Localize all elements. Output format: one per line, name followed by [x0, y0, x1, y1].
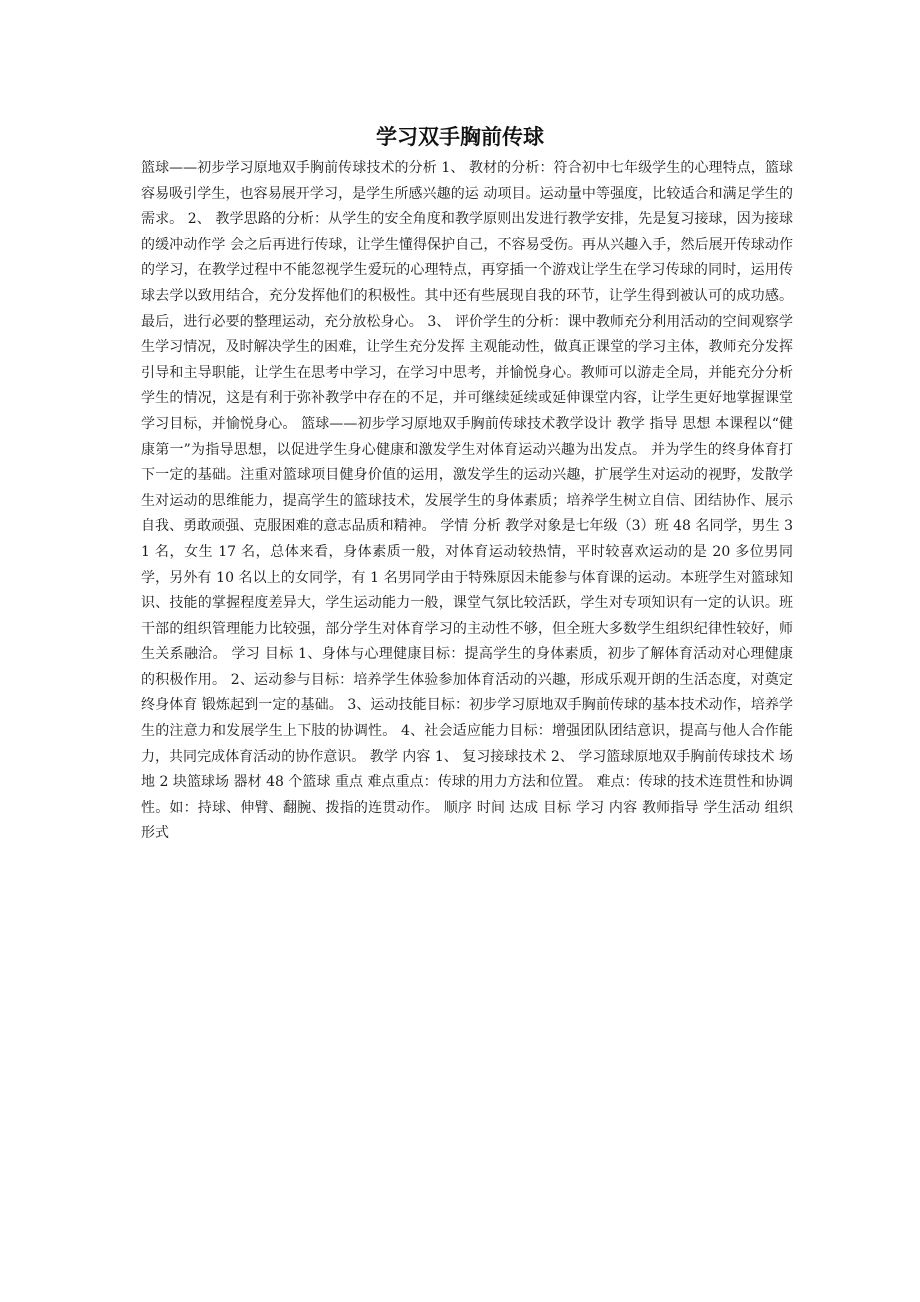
document-title: 学习双手胸前传球	[376, 125, 544, 149]
document-body: 篮球——初步学习原地双手胸前传球技术的分析 1、 教材的分析：符合初中七年级学生的心理特点，篮球容易吸引学生，也容易展开学习，是学生所感兴趣的运 动项目。运动量中等强度，比较适合和满足学生的需求。 2、 教学思路的分析：从学生的安全角度和教学原则出发进行教学安排，先是复习接球，因为接球的缓冲动作学 会之后再进行传球，让学生懂得保护自己，不容易受伤。再从兴趣入手，然后展开传球动作的学习，在教学过程中不能忽视学生爱玩的心理特点，再穿插一个游戏让学生在学习传球的同时，运用传球去学以致用结合，充分发挥他们的积极性。其中还有些展现自我的环节，让学生得到被认可的成功感。最后，进行必要的整理运动，充分放松身心。 3、 评价学生的分析：课中教师充分利用活动的空间观察学生学习情况，及时解决学生的困难，让学生充分发挥 主观能动性，做真正课堂的学习主体，教师充分发挥引导和主导职能，让学生在思考中学习，在学习中思考，并愉悦身心。教师可以游走全局，并能充分分析学生的情况，这是有利于弥补教学中存在的不足，并可继续延续或延伸课堂内容，让学生更好地掌握课堂学习目标，并愉悦身心。 篮球——初步学习原地双手胸前传球技术教学设计 教学 指导 思想 本课程以“健康第一”为指导思想，以促进学生身心健康和激发学生对体育运动兴趣为出发点。 并为学生的终身体育打下一定的基础。注重对篮球项目健身价值的运用，激发学生的运动兴趣，扩展学生对运动的视野，发散学生对运动的思维能力，提高学生的篮球技术，发展学生的身体素质；培养学生树立自信、团结协作、展示自我、勇敢顽强、克服困难的意志品质和精神。 学情 分析 教学对象是七年级（3）班 48 名同学，男生 31 名，女生 17 名，总体来看，身体素质一般，对体育运动较热情，平时较喜欢运动的是 20 多位男同学，另外有 10 名以上的女同学，有 1 名男同学由于特殊原因未能参与体育课的运动。本班学生对篮球知识、技能的掌握程度差异大，学生运动能力一般，课堂气氛比较活跃，学生对专项知识有一定的认识。班干部的组织管理能力比较强，部分学生对体育学习的主动性不够，但全班大多数学生组织纪律性较好，师生关系融洽。 学习 目标 1、身体与心理健康目标：提高学生的身体素质，初步了解体育活动对心理健康的积极作用。 2、运动参与目标：培养学生体验参加体育活动的兴趣，形成乐观开朗的生活态度，对奠定终身体育 锻炼起到一定的基础。 3、运动技能目标：初步学习原地双手胸前传球的基本技术动作，培养学生的注意力和发展学生上下肢的协调性。 4、社会适应能力目标：增强团队团结意识，提高与他人合作能力，共同完成体育活动的协作意识。 教学 内容 1、 复习接球技术 2、 学习篮球原地双手胸前传球技术 场地 2 块篮球场 器材 48 个篮球 重点 难点重点：传球的用力方法和位置。 难点：传球的技术连贯性和协调性。如：持球、伸臂、翻腕、拨指的连贯动作。 顺序 时间 达成 目标 学习 内容 教师指导 学生活动 组织形式	[141, 160, 793, 842]
